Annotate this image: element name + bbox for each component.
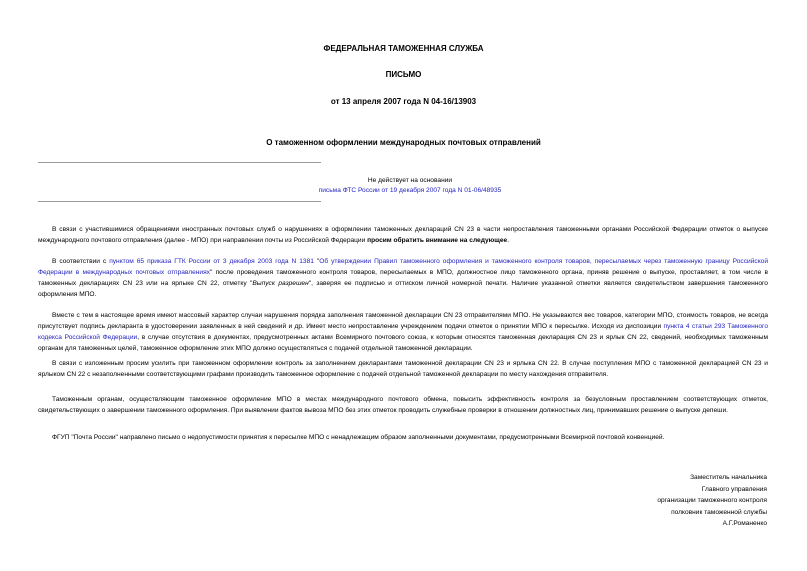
bottom-divider <box>38 201 321 202</box>
signature-line-3: организации таможенного контроля <box>657 497 767 504</box>
validity-notice-text: Не действует на основании <box>367 177 453 184</box>
top-divider <box>38 162 321 163</box>
p3-a: Вместе с тем в настоящее время имеют массовый характер случаи нарушения порядка заполнения таможенной декларации CN 23 отправителями МПО. Не указываются вес товаров, категории МПО, стоимость товаров, не всегда присутствует подпись декларанта в удостоверении заявленных в ней сведений и др. Имеет место непроставление учреждением подачи отметок о принятии МПО к пересылке. Исходя из диспозиции <box>38 312 768 330</box>
signature-block <box>567 472 767 530</box>
p1-text: В связи с участившимися обращениями иностранных почтовых служб о нарушениях в оформлении таможенных деклараций CN 23 в части непроставления таможенными органами Российской Федерации отметок о выпуске международного почтового отправления (далее - МПО) при направлении почты из Российской Федерации <box>38 226 768 244</box>
doc-subject: О таможенном оформлении международных почтовых отправлений <box>266 138 541 147</box>
agency-title: ФЕДЕРАЛЬНАЯ ТАМОЖЕННАЯ СЛУЖБА <box>323 44 484 53</box>
signature-name: А.Г.Романенко <box>722 520 767 527</box>
customs-code-link[interactable]: пункта 4 статьи 293 Таможенного кодекса Российской Федерации <box>38 323 768 341</box>
paragraph-3 <box>38 310 768 354</box>
p3-b: , в случае отсутствия в документах, предусмотренных актами Всемирного почтового союза, к которым относятся таможенная декларация CN 23 и ярлык CN 22, сведений, необходимых таможенным органам для таможенных целей, таможенное оформление этих МПО должно осуществляться с подачей отдельной таможенной декларации. <box>38 334 769 352</box>
paragraph-1 <box>38 224 768 246</box>
paragraph-4: В связи с изложенным просим усилить при таможенном оформлении контроль за заполнением декларантами таможенной декларации CN 23 и ярлыка CN 22. В случае поступления МПО с таможенной декларацией CN 23 и ярлыком CN 22 с незаполненными соответствующими графами производить таможенное оформление с подачей отдельной таможенной декларации по месту нахождения отправителя. <box>38 360 768 378</box>
p1-bold: просим обратить внимание на следующее <box>367 237 508 244</box>
rules-link[interactable]: Об утверждении Правил таможенного оформления и таможенного контроля товаров, пересылаемых через таможенную границу Российской Федерации в международных почтовых отправлениях <box>38 258 769 276</box>
paragraph-5: Таможенным органам, осуществляющим таможенное оформление МПО в местах международного почтового обмена, повысить эффективность контроля за безусловным проставлением соответствующих отметок, свидетельствующих о завершении таможенного оформления. При выявлении фактов вывоза МПО без этих отметок проводить служебные проверки в отношении должностных лиц, принимавших решение о выпуске депеши. <box>38 396 768 414</box>
signature-line-1: Заместитель начальника <box>690 474 767 481</box>
paragraph-6: ФГУП "Почта России" направлено письмо о недопустимости принятия к пересылке МПО с ненадлежащим образом заполненными документами, предусмотренными Всемирной почтовой конвенцией. <box>52 434 665 441</box>
p2-italic: Выпуск разрешен <box>252 280 309 287</box>
doc-date-number: от 13 апреля 2007 года N 04-16/13903 <box>330 97 477 106</box>
p1-end: . <box>507 237 510 244</box>
signature-line-4: полковник таможенной службы <box>671 508 767 516</box>
signature-line-2: Главного управления <box>701 485 767 493</box>
order-65-link[interactable]: пунктом 65 приказа ГТК России от 3 декабря 2003 года N 1381 <box>109 258 314 265</box>
p2-c: " после проведения таможенного контроля товаров, пересылаемых в МПО, должностное лицо таможенного органа, приняв решение о выпуске, проставляет, в том числе в таможенных декларациях CN 23 или на ярлыке CN 22, отметку " <box>38 269 769 287</box>
p2-b: " <box>313 258 320 265</box>
p2-a: В соответствии с <box>52 258 110 265</box>
doc-type-title: ПИСЬМО <box>385 70 422 79</box>
p2-d: ", заверяя ее подписью и оттиском личной номерной печати. Наличие указанной отметки является свидетельством завершения таможенного оформления МПО. <box>38 280 768 298</box>
validity-notice-link[interactable]: письма ФТС России от 19 декабря 2007 года N 01-06/48935 <box>318 187 502 194</box>
validity-notice <box>300 176 520 196</box>
paragraph-2 <box>38 256 768 300</box>
